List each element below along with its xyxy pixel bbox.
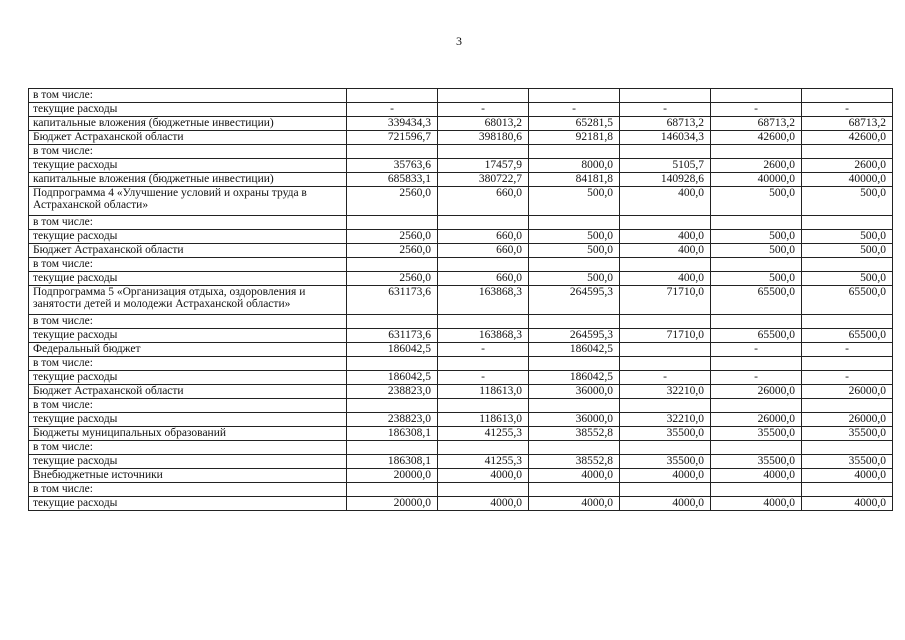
value-cell: [620, 399, 711, 413]
value-cell: [438, 89, 529, 103]
value-cell: [620, 145, 711, 159]
value-cell: 721596,7: [347, 131, 438, 145]
row-label: Внебюджетные источники: [29, 469, 347, 483]
row-label: Бюджеты муниципальных образований: [29, 427, 347, 441]
table-row: [29, 399, 893, 413]
value-cell: -: [347, 103, 438, 117]
value-cell: 2600,0: [802, 159, 893, 173]
value-cell: 400,0: [620, 230, 711, 244]
value-cell: 4000,0: [438, 497, 529, 511]
value-cell: [347, 441, 438, 455]
table-row: [29, 89, 893, 103]
value-cell: 26000,0: [711, 413, 802, 427]
value-cell: [711, 441, 802, 455]
value-cell: 186042,5: [529, 343, 620, 357]
value-cell: 65281,5: [529, 117, 620, 131]
value-cell: [529, 89, 620, 103]
value-cell: -: [438, 343, 529, 357]
value-cell: 500,0: [802, 187, 893, 216]
value-cell: 186042,5: [347, 371, 438, 385]
value-cell: 71710,0: [620, 286, 711, 315]
value-cell: 500,0: [711, 187, 802, 216]
row-label: Подпрограмма 4 «Улучшение условий и охраны труда в Астраханской области»: [29, 187, 347, 216]
value-cell: 41255,3: [438, 427, 529, 441]
value-cell: -: [438, 103, 529, 117]
value-cell: 685833,1: [347, 173, 438, 187]
value-cell: 2560,0: [347, 244, 438, 258]
table-row: [29, 315, 893, 329]
value-cell: [347, 216, 438, 230]
value-cell: 186042,5: [529, 371, 620, 385]
value-cell: [529, 258, 620, 272]
table-row: [29, 455, 893, 469]
value-cell: 4000,0: [711, 497, 802, 511]
value-cell: [620, 483, 711, 497]
budget-table-body: [29, 89, 893, 511]
value-cell: 38552,8: [529, 427, 620, 441]
value-cell: [802, 357, 893, 371]
table-row: [29, 187, 893, 216]
row-label: текущие расходы: [29, 272, 347, 286]
table-row: [29, 469, 893, 483]
value-cell: 35500,0: [620, 427, 711, 441]
value-cell: [347, 399, 438, 413]
value-cell: 500,0: [802, 244, 893, 258]
value-cell: 17457,9: [438, 159, 529, 173]
table-row: [29, 286, 893, 315]
value-cell: 68713,2: [711, 117, 802, 131]
value-cell: [802, 89, 893, 103]
value-cell: [529, 145, 620, 159]
value-cell: 500,0: [802, 230, 893, 244]
table-row: [29, 244, 893, 258]
table-row: [29, 230, 893, 244]
row-label: текущие расходы: [29, 159, 347, 173]
value-cell: [711, 399, 802, 413]
table-row: [29, 483, 893, 497]
row-label: текущие расходы: [29, 371, 347, 385]
value-cell: [438, 258, 529, 272]
value-cell: 35500,0: [711, 455, 802, 469]
value-cell: [529, 315, 620, 329]
value-cell: 4000,0: [711, 469, 802, 483]
value-cell: 500,0: [529, 230, 620, 244]
row-label: капитальные вложения (бюджетные инвестиции): [29, 117, 347, 131]
table-row: [29, 117, 893, 131]
row-label: Бюджет Астраханской области: [29, 385, 347, 399]
table-row: [29, 371, 893, 385]
value-cell: 8000,0: [529, 159, 620, 173]
value-cell: [620, 357, 711, 371]
value-cell: [347, 258, 438, 272]
value-cell: 35500,0: [802, 455, 893, 469]
value-cell: -: [438, 371, 529, 385]
row-label: в том числе:: [29, 399, 347, 413]
row-label: текущие расходы: [29, 413, 347, 427]
value-cell: 500,0: [529, 187, 620, 216]
value-cell: 71710,0: [620, 329, 711, 343]
value-cell: 339434,3: [347, 117, 438, 131]
value-cell: 40000,0: [802, 173, 893, 187]
value-cell: 631173,6: [347, 286, 438, 315]
value-cell: 500,0: [802, 272, 893, 286]
value-cell: 36000,0: [529, 413, 620, 427]
value-cell: [438, 357, 529, 371]
value-cell: 4000,0: [529, 497, 620, 511]
value-cell: [438, 399, 529, 413]
value-cell: 2600,0: [711, 159, 802, 173]
value-cell: 42600,0: [802, 131, 893, 145]
row-label: в том числе:: [29, 315, 347, 329]
row-label: Федеральный бюджет: [29, 343, 347, 357]
value-cell: 118613,0: [438, 413, 529, 427]
value-cell: 41255,3: [438, 455, 529, 469]
value-cell: 398180,6: [438, 131, 529, 145]
value-cell: 65500,0: [711, 286, 802, 315]
value-cell: [802, 483, 893, 497]
value-cell: [802, 145, 893, 159]
value-cell: [802, 216, 893, 230]
value-cell: 26000,0: [802, 413, 893, 427]
table-row: [29, 427, 893, 441]
value-cell: 65500,0: [711, 329, 802, 343]
table-row: [29, 357, 893, 371]
value-cell: 631173,6: [347, 329, 438, 343]
value-cell: 264595,3: [529, 286, 620, 315]
value-cell: [438, 216, 529, 230]
row-label: текущие расходы: [29, 497, 347, 511]
value-cell: 660,0: [438, 230, 529, 244]
value-cell: [347, 483, 438, 497]
value-cell: 264595,3: [529, 329, 620, 343]
value-cell: 400,0: [620, 272, 711, 286]
row-label: капитальные вложения (бюджетные инвестиции): [29, 173, 347, 187]
value-cell: 500,0: [711, 244, 802, 258]
value-cell: 92181,8: [529, 131, 620, 145]
value-cell: 32210,0: [620, 385, 711, 399]
value-cell: 35500,0: [620, 455, 711, 469]
value-cell: -: [802, 371, 893, 385]
row-label: в том числе:: [29, 216, 347, 230]
value-cell: 20000,0: [347, 469, 438, 483]
value-cell: -: [802, 343, 893, 357]
value-cell: [438, 145, 529, 159]
value-cell: 146034,3: [620, 131, 711, 145]
row-label: Бюджет Астраханской области: [29, 131, 347, 145]
value-cell: 500,0: [529, 272, 620, 286]
value-cell: [711, 258, 802, 272]
value-cell: 163868,3: [438, 329, 529, 343]
value-cell: 26000,0: [711, 385, 802, 399]
value-cell: 4000,0: [438, 469, 529, 483]
value-cell: 660,0: [438, 187, 529, 216]
row-label: текущие расходы: [29, 103, 347, 117]
value-cell: 4000,0: [802, 497, 893, 511]
table-row: [29, 145, 893, 159]
value-cell: 38552,8: [529, 455, 620, 469]
value-cell: [711, 483, 802, 497]
value-cell: 32210,0: [620, 413, 711, 427]
budget-table-container: [28, 88, 892, 511]
table-row: [29, 413, 893, 427]
value-cell: 4000,0: [802, 469, 893, 483]
row-label: текущие расходы: [29, 329, 347, 343]
row-label: в том числе:: [29, 441, 347, 455]
value-cell: [347, 145, 438, 159]
value-cell: 65500,0: [802, 329, 893, 343]
row-label: в том числе:: [29, 89, 347, 103]
value-cell: [620, 315, 711, 329]
row-label: в том числе:: [29, 258, 347, 272]
value-cell: 84181,8: [529, 173, 620, 187]
value-cell: [620, 343, 711, 357]
value-cell: [620, 216, 711, 230]
value-cell: 118613,0: [438, 385, 529, 399]
value-cell: 68713,2: [802, 117, 893, 131]
value-cell: 26000,0: [802, 385, 893, 399]
row-label: текущие расходы: [29, 230, 347, 244]
value-cell: 163868,3: [438, 286, 529, 315]
value-cell: 5105,7: [620, 159, 711, 173]
table-row: [29, 385, 893, 399]
value-cell: 65500,0: [802, 286, 893, 315]
value-cell: [711, 357, 802, 371]
value-cell: 400,0: [620, 187, 711, 216]
table-row: [29, 103, 893, 117]
value-cell: [438, 315, 529, 329]
value-cell: [529, 357, 620, 371]
value-cell: [347, 315, 438, 329]
row-label: Бюджет Астраханской области: [29, 244, 347, 258]
value-cell: 35500,0: [711, 427, 802, 441]
value-cell: 238823,0: [347, 385, 438, 399]
table-row: [29, 343, 893, 357]
value-cell: [802, 315, 893, 329]
value-cell: [802, 258, 893, 272]
value-cell: 186308,1: [347, 427, 438, 441]
value-cell: 4000,0: [620, 469, 711, 483]
value-cell: 660,0: [438, 244, 529, 258]
value-cell: -: [711, 371, 802, 385]
value-cell: 2560,0: [347, 187, 438, 216]
value-cell: 68713,2: [620, 117, 711, 131]
value-cell: 186308,1: [347, 455, 438, 469]
value-cell: 186042,5: [347, 343, 438, 357]
row-label: текущие расходы: [29, 455, 347, 469]
value-cell: 35500,0: [802, 427, 893, 441]
value-cell: 500,0: [711, 272, 802, 286]
value-cell: 40000,0: [711, 173, 802, 187]
table-row: [29, 159, 893, 173]
table-row: [29, 216, 893, 230]
value-cell: -: [802, 103, 893, 117]
value-cell: -: [620, 371, 711, 385]
value-cell: [711, 89, 802, 103]
value-cell: 2560,0: [347, 230, 438, 244]
value-cell: [529, 483, 620, 497]
table-row: [29, 258, 893, 272]
row-label: в том числе:: [29, 357, 347, 371]
value-cell: 500,0: [711, 230, 802, 244]
table-row: [29, 441, 893, 455]
value-cell: [802, 441, 893, 455]
value-cell: -: [711, 103, 802, 117]
page-number: 3: [456, 34, 462, 48]
value-cell: -: [620, 103, 711, 117]
value-cell: 500,0: [529, 244, 620, 258]
value-cell: [620, 258, 711, 272]
value-cell: 400,0: [620, 244, 711, 258]
value-cell: 4000,0: [620, 497, 711, 511]
value-cell: -: [529, 103, 620, 117]
value-cell: [438, 483, 529, 497]
value-cell: 660,0: [438, 272, 529, 286]
table-row: [29, 497, 893, 511]
row-label: в том числе:: [29, 483, 347, 497]
value-cell: [802, 399, 893, 413]
table-row: [29, 329, 893, 343]
row-label: Подпрограмма 5 «Организация отдыха, оздоровления и занятости детей и молодежи Астраханской области»: [29, 286, 347, 315]
budget-table: [28, 88, 893, 511]
value-cell: [529, 216, 620, 230]
table-row: [29, 173, 893, 187]
value-cell: [711, 216, 802, 230]
value-cell: 140928,6: [620, 173, 711, 187]
value-cell: -: [711, 343, 802, 357]
value-cell: 380722,7: [438, 173, 529, 187]
value-cell: 35763,6: [347, 159, 438, 173]
value-cell: 20000,0: [347, 497, 438, 511]
value-cell: 4000,0: [529, 469, 620, 483]
value-cell: 36000,0: [529, 385, 620, 399]
table-row: [29, 131, 893, 145]
value-cell: [438, 441, 529, 455]
value-cell: [711, 145, 802, 159]
value-cell: [620, 89, 711, 103]
value-cell: [347, 357, 438, 371]
value-cell: [529, 441, 620, 455]
value-cell: [711, 315, 802, 329]
value-cell: 68013,2: [438, 117, 529, 131]
value-cell: 42600,0: [711, 131, 802, 145]
value-cell: [620, 441, 711, 455]
value-cell: 238823,0: [347, 413, 438, 427]
value-cell: [529, 399, 620, 413]
row-label: в том числе:: [29, 145, 347, 159]
value-cell: [347, 89, 438, 103]
value-cell: 2560,0: [347, 272, 438, 286]
table-row: [29, 272, 893, 286]
